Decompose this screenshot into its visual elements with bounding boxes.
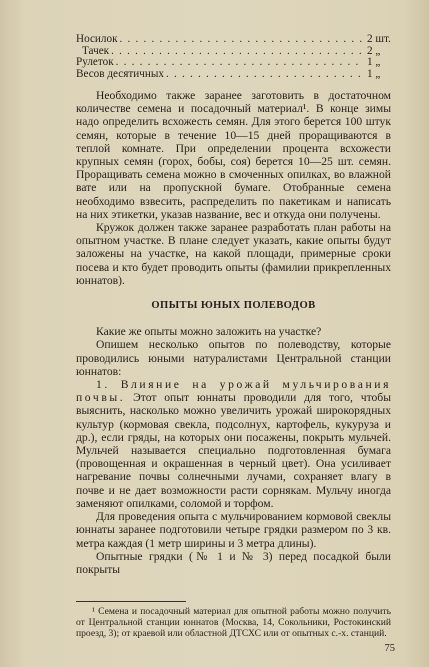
equipment-list: [76, 34, 391, 80]
item-name: Рулеток: [76, 56, 114, 69]
list-item: [76, 46, 391, 58]
item-name: Носилок: [76, 33, 118, 45]
paragraph: Необходимо также заранее заготовить в достаточном количестве семена и посадочный материал¹. В конце зимы надо определить всхожесть семян. Для этого берется 100 штук семян, которые в течение 10—15 дней проращиваются в теплой комнате. При определении процента всхожести крупных семян (горох, бобы, соя) берется 10—25 шт. семян. Проращивать семена можно в смоченных опилках, во влажной вате или на пропускной бумаге. Отобранные семена необходимо взвесить, распределить по пакетикам и написать на них этикетки, указав название, вес и откуда они получены.: [76, 89, 391, 221]
leader-dots: [166, 69, 363, 81]
paragraph: Какие же опыты можно заложить на участке?: [96, 325, 322, 339]
leader-dots: [111, 46, 363, 58]
leader-dots: [120, 34, 363, 46]
section-heading: ОПЫТЫ ЮНЫХ ПОЛЕВОДОВ: [151, 300, 316, 312]
paragraph: Для проведения опыта с мульчированием кормовой свеклы юннаты заранее подготовили четыре грядки размером по 3 кв. метра каждая (1 метр ширины и 3 метра длины).: [76, 510, 391, 550]
item-name: Тачек: [82, 44, 110, 57]
item-qty: 2 шт.: [367, 33, 391, 45]
item-name: Весов десятичных: [76, 67, 164, 80]
main-text: [76, 89, 391, 576]
page-number: 75: [384, 643, 395, 654]
item-qty: 2 „: [367, 44, 381, 57]
paragraph: [76, 378, 391, 510]
paragraph: Опытные грядки (№ 1 и № 3) перед посадкой были покрыты: [76, 549, 391, 576]
list-item: [76, 69, 391, 81]
list-item: [76, 34, 391, 46]
item-qty: 1 „: [367, 67, 381, 80]
experiment-description: Этот опыт юннаты проводили для того, чтобы выяснить, насколько можно увеличить урожай широкорядных культур (кормовая свекла, подсолнух, картофель, кукуруза и др.), если гряды, на которых они посажены, покрыть мульчей. Мульчей называется специально подготовленная бумага (провощенная и окрашенная в черный цвет). Она усиливает нагревание почвы солнечными лучами, сохраняет влагу в почве и не дает возможности расти сорнякам. Мульчу иногда заменяют опилками, соломой и торфом.: [76, 391, 391, 510]
paragraph: Опишем несколько опытов по полеводству, которые проводились юными натуралистами Центральной станции юннатов:: [76, 338, 391, 378]
item-qty: 1 „: [367, 56, 381, 69]
paragraph: Кружок должен также заранее разработать план работы на опытном участке. В плане следует указать, какие опыты будут заложены на участке, на какой площади, примерные сроки посева и кто будет проводить опыты (фамилии прикрепленных юннатов).: [76, 221, 391, 287]
footnote: ¹ Семена и посадочный материал для опытной работы можно получить от Центральной станции юннатов (Москва, 14, Сокольники, Ростокинский проезд, 3); от краевой или областной ДТСХС или от опытных с.-х. станций.: [76, 606, 391, 640]
footnote-block: [76, 601, 391, 640]
footnote-rule: [76, 601, 186, 602]
experiment-title: 1. Влияние на урожай мульчирования почвы.: [76, 378, 391, 405]
